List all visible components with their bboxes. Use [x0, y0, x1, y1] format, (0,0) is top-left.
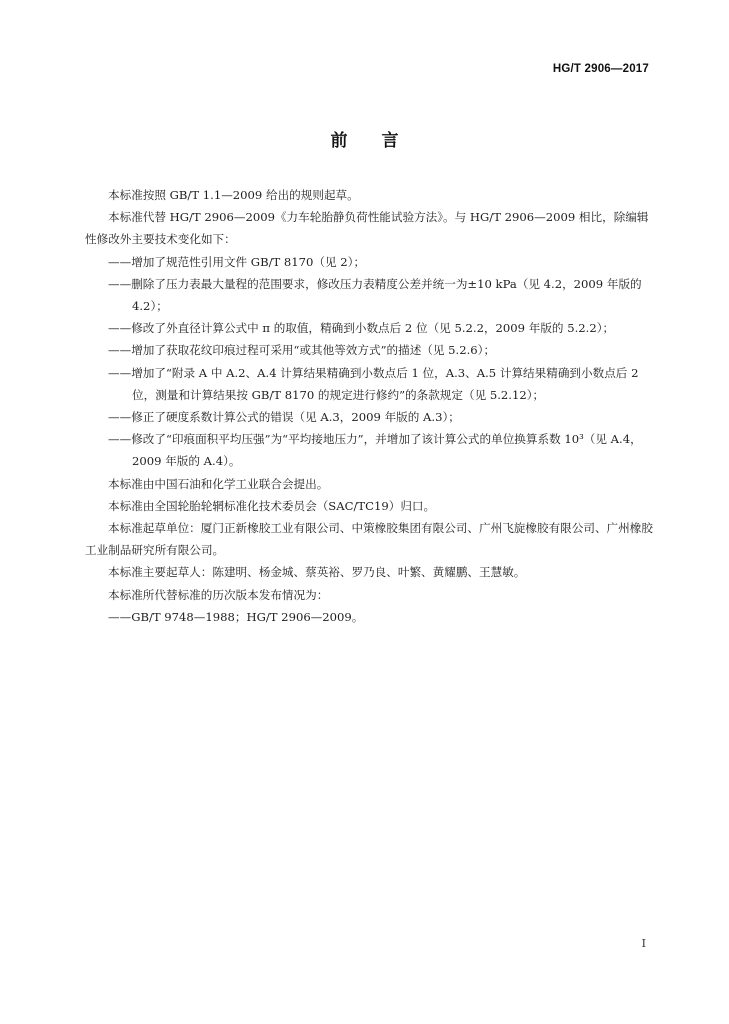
- paragraph-drafters: 本标准主要起草人：陈建明、杨金城、蔡英裕、罗乃良、叶繁、黄耀鹏、王慧敏。: [108, 565, 526, 580]
- paragraph-committee: 本标准由全国轮胎轮辋标准化技术委员会（SAC/TC19）归口。: [108, 498, 436, 513]
- change-item: ——修正了硬度系数计算公式的错误（见 A.3，2009 年版的 A.3）；: [108, 410, 460, 425]
- change-item: ——增加了获取花纹印痕过程可采用“或其他等效方式”的描述（见 5.2.6）；: [108, 343, 496, 358]
- change-item: ——删除了压力表最大量程的范围要求，修改压力表精度公差并统一为±10 kPa（见 4.2，2009 年版的 4.2）；: [108, 276, 642, 314]
- paragraph-drafting-rules: 本标准按照 GB/T 1.1—2009 给出的规则起草。: [108, 188, 359, 202]
- change-item: ——增加了“附录 A 中 A.2、A.4 计算结果精确到小数点后 1 位，A.3、A.5 计算结果精确到小数点后 2 位，测量和计算结果按 GB/T 8170 的规定进行修约”的条款规定（见 5.2.12）；: [108, 365, 639, 402]
- paragraph-proposer: 本标准由中国石油和化学工业联合会提出。: [108, 476, 329, 491]
- change-item: ——修改了外直径计算公式中 π 的取值，精确到小数点后 2 位（见 5.2.2，2009 年版的 5.2.2）；: [108, 321, 615, 336]
- paragraph-history-list: ——GB/T 9748—1988；HG/T 2906—2009。: [108, 609, 364, 624]
- page-number: I: [641, 937, 646, 950]
- change-item: ——修改了“印痕面积平均压强”为“平均接地压力”，并增加了该计算公式的单位换算系数 10³（见 A.4，2009 年版的 A.4）。: [108, 432, 642, 469]
- paragraph-history-intro: 本标准所代替标准的历次版本发布情况为：: [108, 587, 329, 602]
- paragraph-drafting-units: 本标准起草单位：厦门正新橡胶工业有限公司、中策橡胶集团有限公司、广州飞旋橡胶有限公司、广州橡胶工业制品研究所有限公司。: [85, 521, 653, 558]
- change-item: ——增加了规范性引用文件 GB/T 8170（见 2）；: [108, 254, 366, 269]
- standard-code: HG/T 2906—2017: [552, 63, 649, 75]
- foreword-body: [85, 184, 657, 628]
- paragraph-replacement: 本标准代替 HG/T 2906—2009《力车轮胎静负荷性能试验方法》。与 HG/T 2906—2009 相比，除编辑性修改外主要技术变化如下：: [85, 210, 649, 247]
- page-title: 前言: [330, 131, 433, 151]
